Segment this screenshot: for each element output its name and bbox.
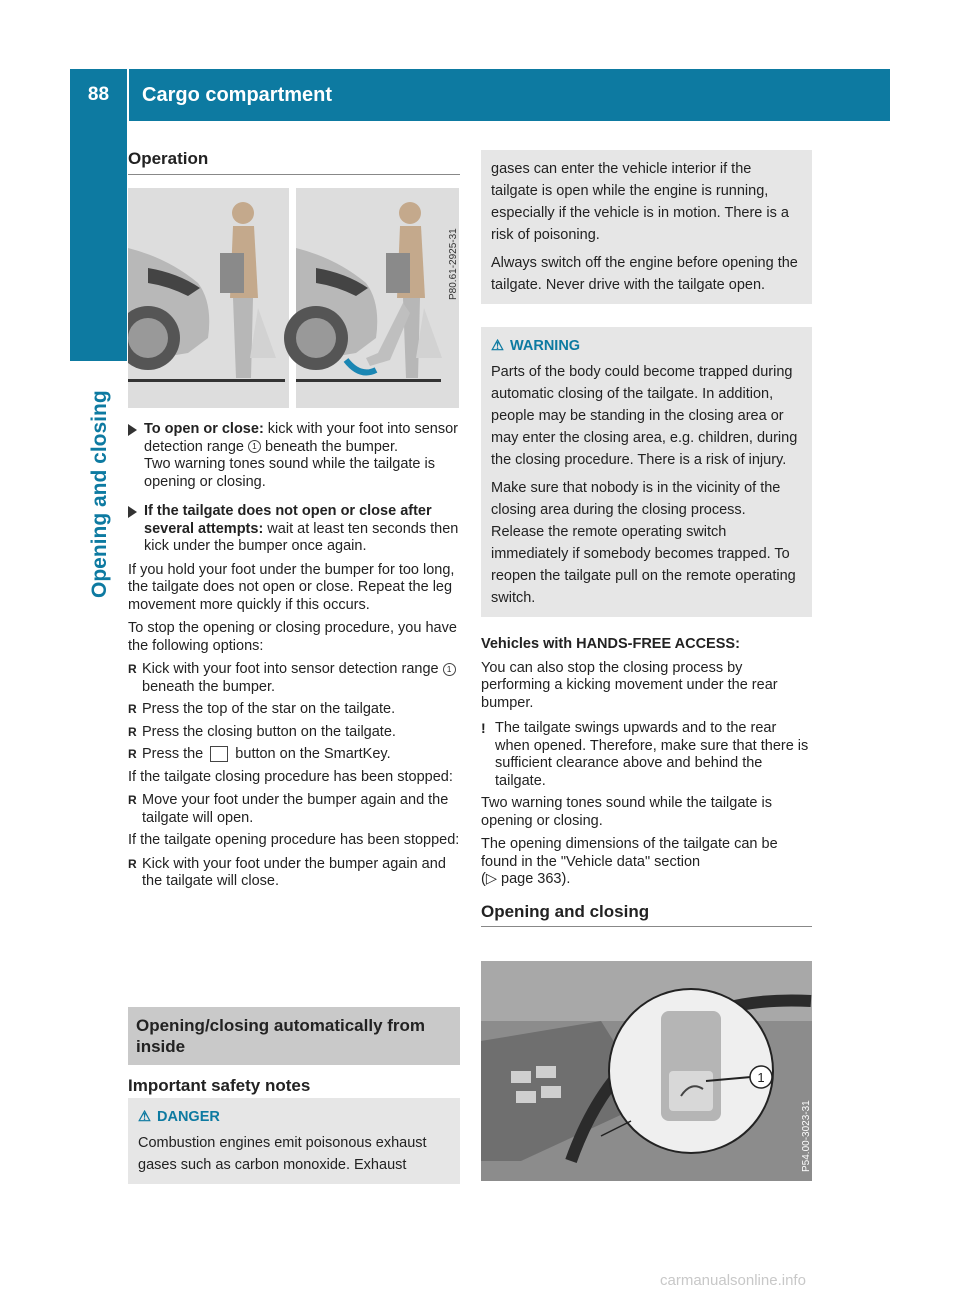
right-text [481, 636, 812, 927]
step-retry [128, 503, 460, 556]
left-column [128, 150, 460, 175]
paragraph: You can also stop the closing process by performing a kicking movement under the rear bumper. [481, 659, 778, 711]
callout-number: 1 [757, 1070, 765, 1085]
danger-box [128, 1098, 460, 1184]
step-text: wait at least ten seconds then kick under the bumper once again. [144, 520, 459, 554]
page-title: Cargo compartment [142, 84, 333, 106]
step-text: beneath the bumper. [261, 438, 399, 455]
operation-heading: Operation [128, 150, 460, 175]
section-title: Opening/closing automatically from inside [128, 1007, 460, 1065]
list-text: beneath the bumper. [142, 678, 276, 695]
figure-code: P80.61-2925-31 [448, 228, 459, 300]
danger-title: DANGER [157, 1109, 220, 1125]
paragraph: If you hold your foot under the bumper for too long, the tailgate does not open or close. Repeat the leg movement more quickly if this occurs. [128, 561, 455, 613]
tailgate-key-icon [210, 746, 228, 762]
paragraph: Two warning tones sound while the tailgate is opening or closing. [481, 795, 772, 829]
arrow-icon [128, 506, 137, 518]
list-text: Press the top of the star on the tailgate. [142, 701, 396, 717]
watermark: carmanualsonline.info [660, 1272, 806, 1289]
warning-title-row [491, 335, 802, 357]
arrow-icon [128, 424, 137, 436]
list-text: Kick with your foot under the bumper again and the tailgate will close. [142, 855, 446, 889]
danger-text: Combustion engines emit poisonous exhaust gases such as carbon monoxide. Exhaust [138, 1135, 427, 1173]
paragraph: To stop the opening or closing procedure, you have the following options: [128, 620, 457, 654]
danger-title-row [138, 1106, 450, 1128]
step-bold: To open or close: [144, 421, 264, 437]
sidebar-tab [70, 121, 127, 361]
warning-triangle-icon: ⚠ [491, 338, 504, 354]
list-text: Kick with your foot into sensor detection range [142, 661, 443, 677]
step-bold: If the tailgate does not open or close after several attempts: [144, 503, 432, 537]
list-text: button on the SmartKey. [231, 746, 391, 762]
list-item: R Press the closing button on the tailgate. [128, 723, 396, 740]
section-header-block [128, 1007, 460, 1102]
paragraph: The opening dimensions of the tailgate can be found in the "Vehicle data" section [481, 836, 778, 870]
header-divider [127, 69, 129, 121]
kick-sensor-illustration [128, 188, 459, 408]
list-item: R Kick with your foot into sensor detection range 1 beneath the bumper. [128, 661, 460, 696]
paragraph: If the tailgate closing procedure has been stopped: [128, 768, 453, 785]
list-text: Move your foot under the bumper again and the tailgate will open. [142, 792, 449, 826]
list-item: R Kick with your foot under the bumper again and the tailgate will close. [128, 855, 446, 889]
list-text: Press the closing button on the tailgate. [142, 723, 396, 740]
warning-title: WARNING [510, 338, 581, 354]
step-extra: Two warning tones sound while the tailgate is opening or closing. [144, 456, 435, 490]
page-header [70, 69, 890, 121]
sidebar-label: Opening and closing [88, 390, 111, 598]
step-open-close [128, 421, 460, 491]
page-reference: (▷ page 363). [481, 871, 571, 887]
warning-box [481, 327, 812, 617]
danger-text: Always switch off the engine before opening the tailgate. Never drive with the tailgate open. [491, 255, 798, 293]
list-item: R Press the button on the SmartKey. [128, 746, 391, 762]
step-text: kick with your foot into sensor detection range [144, 421, 459, 455]
warning-text: Make sure that nobody is in the vicinity of the closing area during the closing process. Release the remote operating switch immediately if somebody becomes trapped. To reopen the tailgate pull on the remote operating switch. [491, 480, 796, 606]
safety-notes-heading: Important safety notes [128, 1077, 460, 1102]
list-item: R Move your foot under the bumper again and the tailgate will open. [128, 792, 449, 826]
callout-marker: 1 [248, 440, 261, 453]
figure-code: P54.00-3023-31 [801, 1100, 812, 1172]
paragraph: If the tailgate opening procedure has been stopped: [128, 832, 460, 848]
opening-closing-heading: Opening and closing [481, 903, 812, 928]
door-switch-illustration [481, 961, 812, 1181]
warning-triangle-icon: ⚠ [138, 1109, 151, 1125]
vehicles-heading: Vehicles with HANDS-FREE ACCESS: [481, 636, 740, 652]
note-icon: ! [481, 720, 486, 736]
list-item: R Press the top of the star on the tailgate. [128, 701, 396, 717]
list-text: Press the [142, 746, 208, 762]
note-item [481, 720, 812, 790]
note-text: The tailgate swings upwards and to the rear when opened. Therefore, make sure that there is sufficient clearance above and behind the tailgate. [495, 720, 809, 789]
danger-continued-box [481, 150, 812, 304]
warning-text: Parts of the body could become trapped during automatic closing of the tailgate. In addition, people may be standing in the closing area or may enter the closing area, e.g. children, during the closing procedure. There is a risk of injury. [491, 364, 798, 468]
callout-marker: 1 [443, 663, 456, 676]
left-text [128, 421, 460, 896]
danger-text: gases can enter the vehicle interior if the tailgate is open while the engine is running, especially if the vehicle is in motion. There is a risk of poisoning. [491, 161, 789, 243]
page-number: 88 [87, 84, 110, 105]
